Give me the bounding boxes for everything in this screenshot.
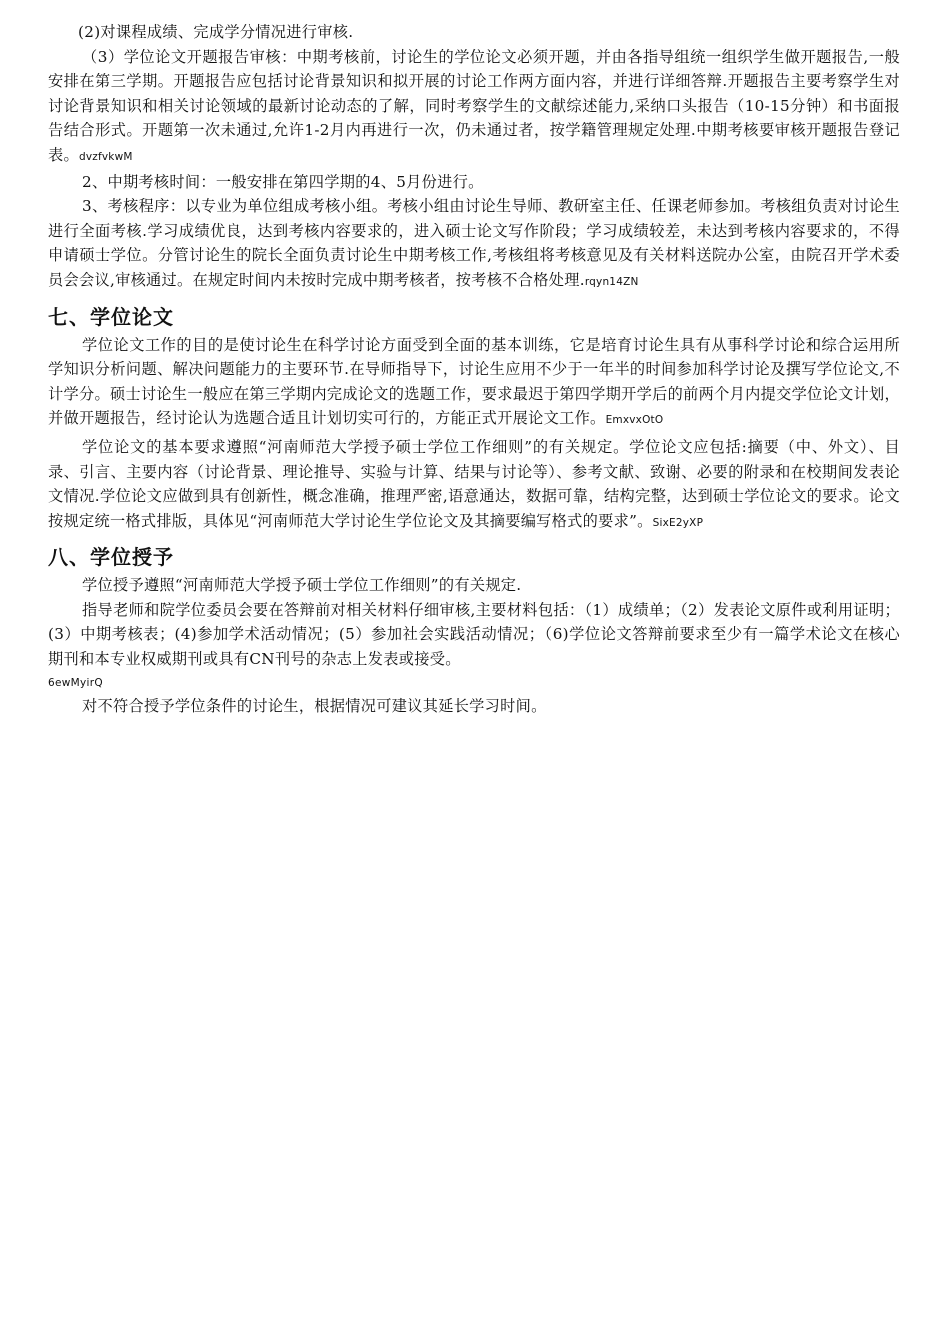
paragraph-text: 对不符合授予学位条件的讨论生，根据情况可建议其延长学习时间。 [82,696,547,715]
section-heading-degree-award: 八、学位授予 [48,545,174,570]
paragraph-thesis-purpose [48,333,900,433]
paragraph-degree-rules [48,573,900,598]
doc-code: SixE2yXP [652,516,704,529]
paragraph-assessment-time [48,170,900,195]
doc-code: rqyn14ZN [584,275,639,288]
doc-code: 6ewMyirQ [48,676,103,689]
section-heading-thesis: 七、学位论文 [48,304,174,329]
paragraph-course-review [48,20,900,45]
paragraph-proposal-review [48,45,900,170]
paragraph-text: （3）学位论文开题报告审核：中期考核前，讨论生的学位论文必须开题，并由各指导组统一组织学生做开题报告,一般安排在第三学期。开题报告应包括讨论背景知识和拟开展的讨论工作两方面内容，并进行详细答辩.开题报告主要考察学生对讨论背景知识和相关讨论领域的最新讨论动态的了解，同时考察学生的文献综述能力,采纳口头报告（10-15分钟）和书面报告结合形式。开题第一次未通过,允许1-2月内再进行一次，仍未通过者，按学籍管理规定处理.中期考核要审核开题报告登记表。 [48,47,900,164]
paragraph-assessment-procedure [48,194,900,294]
paragraph-text: 学位论文工作的目的是使讨论生在科学讨论方面受到全面的基本训练，它是培育讨论生具有从事科学讨论和综合运用所学知识分析问题、解决问题能力的主要环节.在导师指导下，讨论生应用不少于一年半的时间参加科学讨论及撰写学位论文,不计学分。硕士讨论生一般应在第三学期内完成论文的选题工作，要求最迟于第四学期开学后的前两个月内提交学位论文计划，并做开题报告，经讨论认为选题合适且计划切实可行的，方能正式开展论文工作。 [48,335,900,428]
paragraph-text: 学位论文的基本要求遵照“河南师范大学授予硕士学位工作细则”的有关规定。学位论文应包括:摘要（中、外文）、目录、引言、主要内容（讨论背景、理论推导、实验与计算、结果与讨论等）、参考文献、致谢、必要的附录和在校期间发表论文情况.学位论文应做到具有创新性，概念准确，推理严密,语意通达，数据可靠，结构完整，达到硕士学位论文的要求。论文按规定统一格式排版，具体见“河南师范大学讨论生学位论文及其摘要编写格式的要求”。 [48,437,900,530]
doc-code: EmxvxOtO [605,414,664,427]
paragraph-text: 指导老师和院学位委员会要在答辩前对相关材料仔细审核,主要材料包括：（1）成绩单；（2）发表论文原件或利用证明；(3）中期考核表；(4)参加学术活动情况；(5）参加社会实践活动情况；（6)学位论文答辩前要求至少有一篇学术论文在核心期刊和本专业权威期刊或具有CN刊号的杂志上发表或接受。 [48,600,900,669]
paragraph-text: (2)对课程成绩、完成学分情况进行审核. [78,23,354,41]
paragraph-thesis-requirements [48,435,900,535]
paragraph-extension [48,694,900,719]
doc-code: dvzfvkwM [78,150,133,163]
paragraph-review-materials [48,598,900,672]
paragraph-text: 2、中期考核时间：一般安排在第四学期的4、5月份进行。 [82,172,484,191]
paragraph-text: 3、考核程序：以专业为单位组成考核小组。考核小组由讨论生导师、教研室主任、任课老师参加。考核组负责对讨论生进行全面考核.学习成绩优良，达到考核内容要求的，进入硕士论文写作阶段；学习成绩较差，未达到考核内容要求的，不得申请硕士学位。分管讨论生的院长全面负责讨论生中期考核工作,考核组将考核意见及有关材料送院办公室，由院召开学术委员会会议,审核通过。在规定时间内未按时完成中期考核者，按考核不合格处理. [48,197,900,289]
paragraph-text: 学位授予遵照“河南师范大学授予硕士学位工作细则”的有关规定. [82,576,522,595]
document-page [48,20,900,718]
